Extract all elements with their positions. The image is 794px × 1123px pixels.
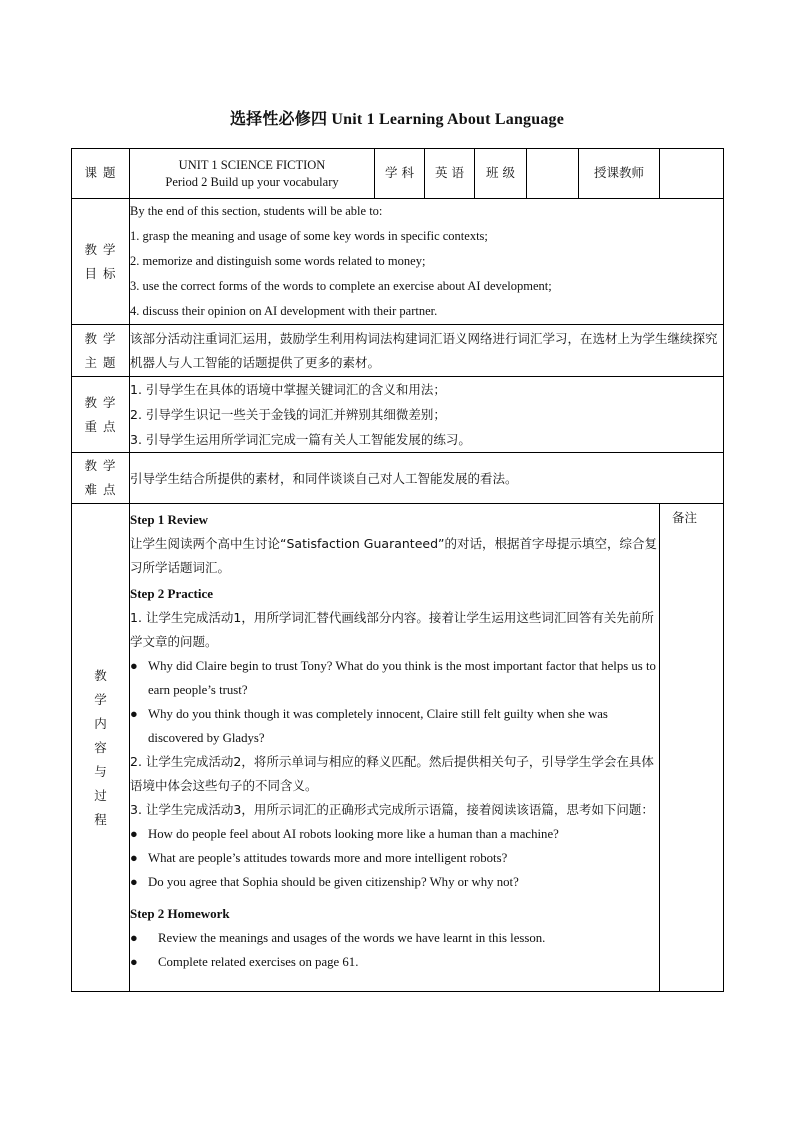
objective-line: By the end of this section, students will be able to: — [130, 204, 383, 218]
class-value — [527, 149, 579, 199]
bullet-icon: ● — [130, 851, 138, 865]
notes-cell — [660, 504, 724, 992]
objective-line: 1. grasp the meaning and usage of some key words in specific contexts; — [130, 229, 488, 243]
process-label-char: 过 — [94, 787, 107, 803]
key-points-label-line-2: 重 点 — [84, 418, 117, 434]
step2-title: Step 2 Practice — [130, 586, 214, 601]
process-label-char: 程 — [94, 811, 107, 827]
bullet-icon: ● — [130, 659, 138, 673]
reading-question-text: Do you agree that Sophia should be given citizenship? Why or why not? — [148, 875, 519, 889]
objective-line: 2. memorize and distinguish some words related to money; — [130, 254, 426, 268]
process-row — [72, 504, 724, 992]
theme-text: 该部分活动注重词汇运用，鼓励学生利用构词法构建词汇语义网络进行词汇学习，在选材上为学生继续探究机器人与人工智能的话题提供了更多的素材。 — [130, 330, 718, 370]
reading-question-text: How do people feel about AI robots looking more like a human than a machine? — [148, 827, 559, 841]
difficulties-label — [72, 453, 130, 504]
practice-question-text: Why do you think though it was completely innocent, Claire still felt guilty when she was discovered by Gladys? — [148, 707, 608, 745]
process-label — [72, 504, 130, 992]
teacher-value — [660, 149, 724, 199]
practice-item-3: 3. 让学生完成活动3，用所示词汇的正确形式完成所示语篇，接着阅读该语篇，思考如下问题： — [130, 802, 654, 817]
difficulties-label-line-1: 教 学 — [84, 458, 117, 473]
key-points-label — [72, 377, 130, 453]
topic-label: 课 题 — [72, 149, 130, 199]
practice-question — [130, 654, 659, 702]
practice-question — [130, 702, 659, 750]
homework-item-text: Complete related exercises on page 61. — [158, 955, 359, 969]
objectives-label — [72, 199, 130, 325]
step1-text: 让学生阅读两个高中生讨论“Satisfaction Guaranteed”的对话，根据首字母提示填空，综合复习所学话题词汇。 — [130, 536, 657, 575]
homework-item — [130, 926, 659, 950]
key-points-label-line-1: 教 学 — [84, 394, 117, 410]
subject-label: 学 科 — [375, 149, 425, 199]
topic-line-1: UNIT 1 SCIENCE FICTION — [178, 157, 326, 172]
key-points-row — [72, 377, 724, 453]
objectives-label-line-1: 教 学 — [84, 241, 117, 257]
homework-title: Step 2 Homework — [130, 906, 230, 921]
practice-item-2: 2. 让学生完成活动2，将所示单词与相应的释义匹配。然后提供相关句子，引导学生学会在具体语境中体会这些句子的不同含义。 — [130, 754, 654, 793]
page-title: 选择性必修四 Unit 1 Learning About Language — [229, 111, 565, 128]
objectives-content — [130, 199, 724, 325]
reading-question-text: What are people’s attitudes towards more and more intelligent robots? — [148, 851, 508, 865]
process-label-char: 教 — [94, 667, 107, 683]
reading-question — [130, 846, 659, 870]
homework-item — [130, 950, 659, 974]
bullet-icon: ● — [130, 955, 138, 969]
practice-item-1: 1. 让学生完成活动1，用所学词汇替代画线部分内容。接着让学生运用这些词汇回答有关先前所学文章的问题。 — [130, 610, 654, 649]
bullet-icon: ● — [130, 931, 138, 945]
theme-content — [130, 325, 724, 377]
theme-label-line-1: 教 学 — [84, 330, 117, 346]
bullet-icon: ● — [130, 827, 138, 841]
step1-title: Step 1 Review — [130, 512, 208, 527]
theme-label-line-2: 主 题 — [84, 354, 117, 370]
key-point-line: 1. 引导学生在具体的语境中掌握关键词汇的含义和用法； — [130, 382, 446, 397]
reading-question — [130, 870, 659, 894]
homework-item-text: Review the meanings and usages of the words we have learnt in this lesson. — [158, 931, 546, 945]
process-content — [130, 504, 660, 992]
key-point-line: 2. 引导学生识记一些关于金钱的词汇并辨别其细微差别； — [130, 407, 446, 422]
practice-question-text: Why did Claire begin to trust Tony? What do you think is the most important factor that helps us to earn people’s trust? — [148, 659, 656, 697]
topic-cell — [130, 149, 375, 199]
theme-row — [72, 325, 724, 377]
subject-value: 英 语 — [425, 149, 475, 199]
lesson-plan-table — [71, 148, 724, 992]
process-label-char: 内 — [94, 715, 107, 731]
key-points-content — [130, 377, 724, 453]
process-label-char: 与 — [94, 763, 107, 779]
difficulties-content — [130, 453, 724, 504]
reading-question — [130, 822, 659, 846]
topic-line-2: Period 2 Build up your vocabulary — [165, 174, 339, 189]
process-label-char: 学 — [94, 691, 107, 707]
theme-label — [72, 325, 130, 377]
bullet-icon: ● — [130, 707, 138, 721]
class-label: 班 级 — [475, 149, 527, 199]
objective-line: 4. discuss their opinion on AI development with their partner. — [130, 304, 438, 318]
notes-label: 备注 — [672, 510, 698, 525]
objectives-row — [72, 199, 724, 325]
process-label-char: 容 — [94, 739, 107, 755]
header-row — [72, 149, 724, 199]
objectives-label-line-2: 目 标 — [84, 265, 117, 281]
key-point-line: 3. 引导学生运用所学词汇完成一篇有关人工智能发展的练习。 — [130, 432, 471, 447]
teacher-label: 授课教师 — [579, 149, 660, 199]
bullet-icon: ● — [130, 875, 138, 889]
difficulties-row — [72, 453, 724, 504]
objective-line: 3. use the correct forms of the words to complete an exercise about AI development; — [130, 279, 552, 293]
difficulties-text: 引导学生结合所提供的素材，和同伴谈谈自己对人工智能发展的看法。 — [130, 470, 518, 486]
difficulties-label-line-2: 难 点 — [84, 482, 117, 497]
